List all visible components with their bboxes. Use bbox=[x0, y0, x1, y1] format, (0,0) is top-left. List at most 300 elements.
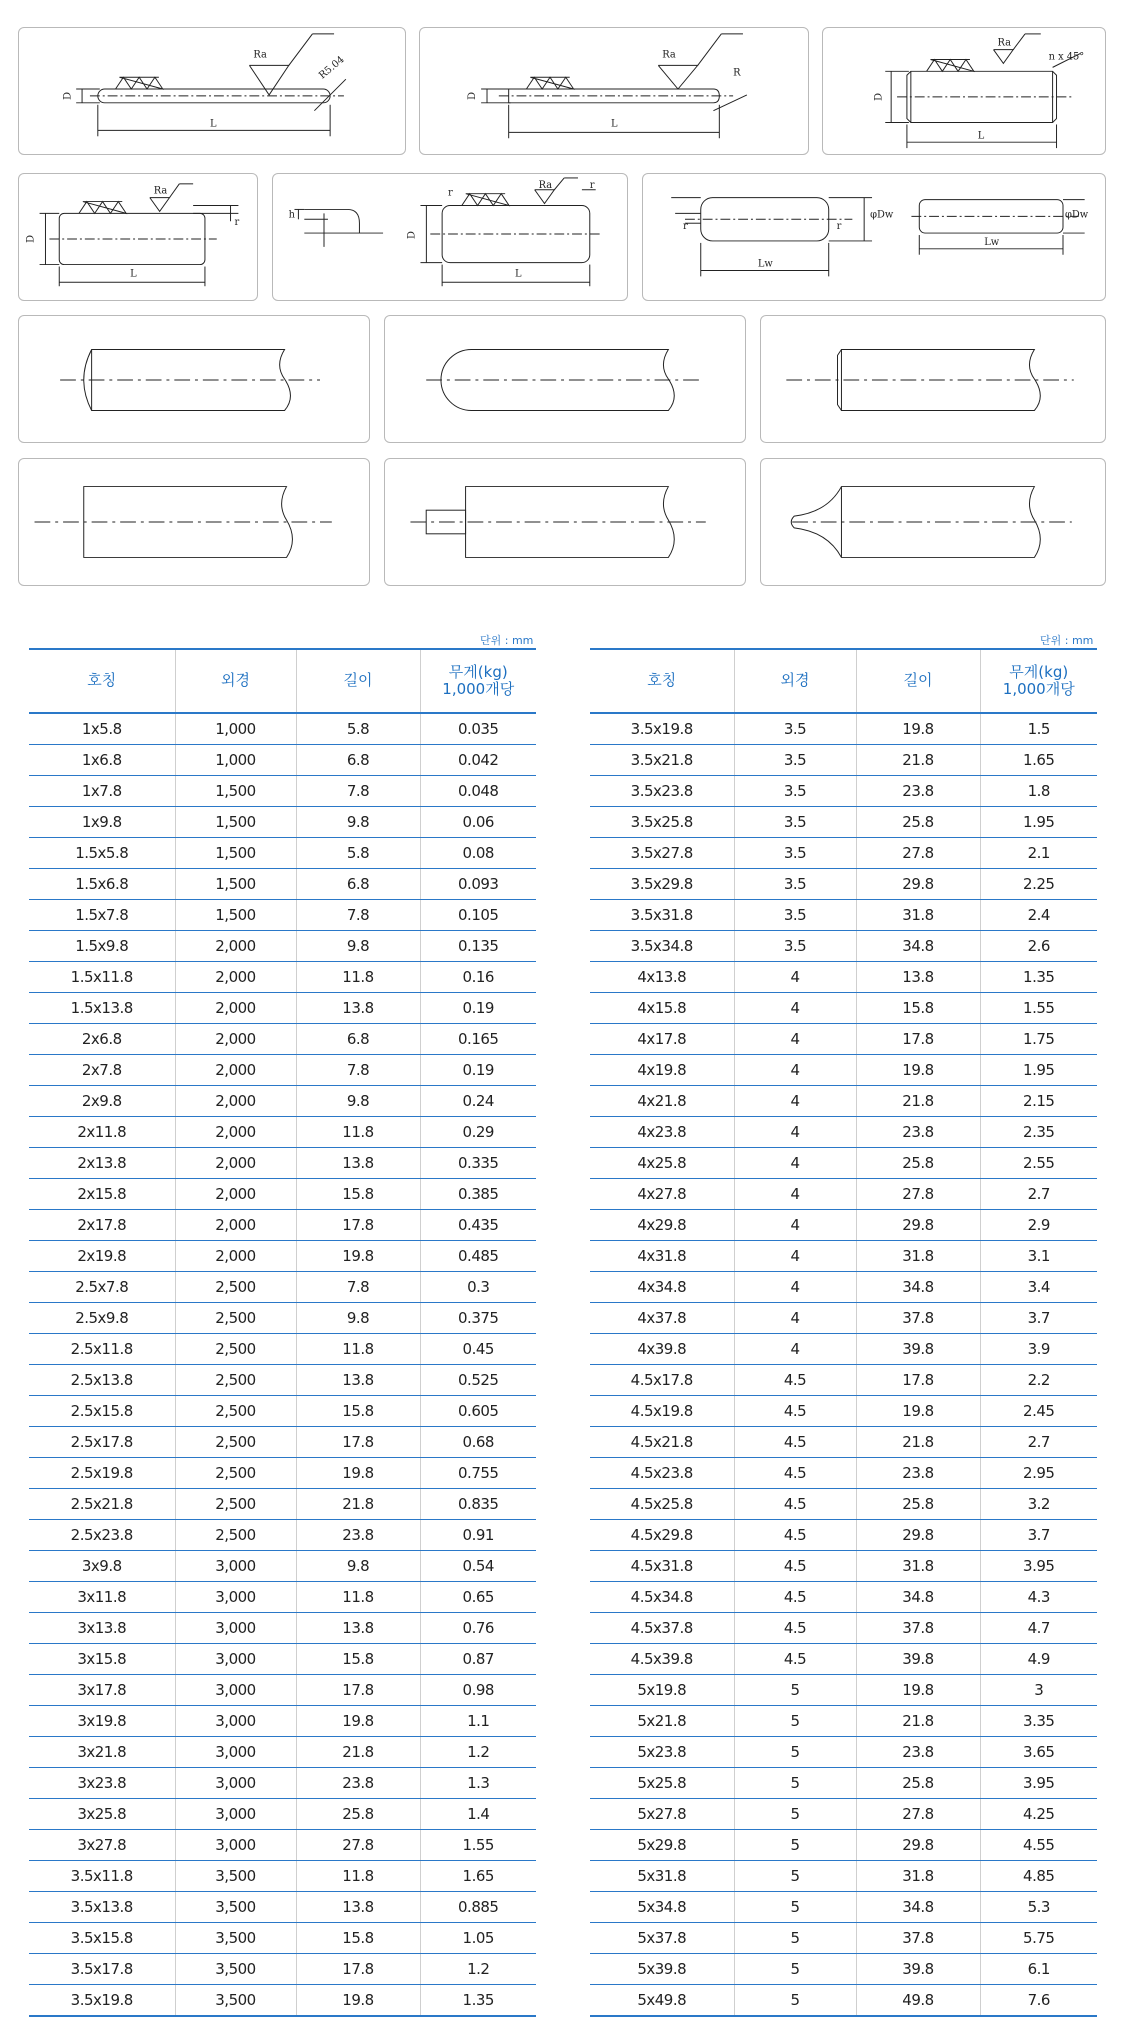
cell-weight: 3.4 bbox=[980, 1272, 1097, 1303]
cell-length: 21.8 bbox=[856, 1706, 980, 1737]
cell-weight: 1.55 bbox=[980, 993, 1097, 1024]
table-row bbox=[29, 1799, 536, 1830]
label-ra: Ra bbox=[253, 49, 267, 61]
cell-weight: 0.65 bbox=[420, 1582, 536, 1613]
spec-table-left bbox=[29, 648, 536, 2017]
cell-diameter: 5 bbox=[734, 1923, 856, 1954]
cell-weight: 3.95 bbox=[980, 1768, 1097, 1799]
cell-diameter: 3,000 bbox=[175, 1675, 296, 1706]
cell-nominal: 4x25.8 bbox=[590, 1148, 734, 1179]
table-row bbox=[590, 993, 1097, 1024]
table-row bbox=[590, 1334, 1097, 1365]
cell-length: 9.8 bbox=[296, 1303, 420, 1334]
table-row bbox=[590, 1458, 1097, 1489]
table-row bbox=[590, 1117, 1097, 1148]
cell-diameter: 4.5 bbox=[734, 1644, 856, 1675]
drawing-end-spherical bbox=[18, 315, 370, 443]
cell-nominal: 4x29.8 bbox=[590, 1210, 734, 1241]
cell-length: 17.8 bbox=[296, 1954, 420, 1985]
table-body-right bbox=[590, 713, 1097, 2016]
cell-weight: 0.435 bbox=[420, 1210, 536, 1241]
cell-length: 31.8 bbox=[856, 900, 980, 931]
cell-diameter: 2,000 bbox=[175, 1024, 296, 1055]
cell-weight: 1.35 bbox=[420, 1985, 536, 2017]
cell-weight: 2.6 bbox=[980, 931, 1097, 962]
drawing-pin-detail-h bbox=[272, 173, 628, 301]
cell-nominal: 5x31.8 bbox=[590, 1861, 734, 1892]
cell-weight: 0.19 bbox=[420, 1055, 536, 1086]
cell-length: 29.8 bbox=[856, 869, 980, 900]
label-r: r bbox=[683, 221, 688, 233]
cell-length: 23.8 bbox=[856, 1458, 980, 1489]
cell-diameter: 4.5 bbox=[734, 1613, 856, 1644]
cell-length: 49.8 bbox=[856, 1985, 980, 2017]
cell-weight: 1.65 bbox=[420, 1861, 536, 1892]
cell-nominal: 3x25.8 bbox=[29, 1799, 175, 1830]
cell-length: 37.8 bbox=[856, 1303, 980, 1334]
cell-nominal: 1.5x6.8 bbox=[29, 869, 175, 900]
cell-nominal: 2.5x17.8 bbox=[29, 1427, 175, 1458]
cell-diameter: 4 bbox=[734, 1210, 856, 1241]
cell-length: 19.8 bbox=[296, 1985, 420, 2017]
cell-length: 31.8 bbox=[856, 1241, 980, 1272]
cell-diameter: 4 bbox=[734, 1303, 856, 1334]
cell-length: 39.8 bbox=[856, 1644, 980, 1675]
cell-weight: 0.29 bbox=[420, 1117, 536, 1148]
cell-weight: 1.75 bbox=[980, 1024, 1097, 1055]
cell-nominal: 4x34.8 bbox=[590, 1272, 734, 1303]
cell-nominal: 1.5x13.8 bbox=[29, 993, 175, 1024]
table-row bbox=[590, 1582, 1097, 1613]
cell-nominal: 3.5x17.8 bbox=[29, 1954, 175, 1985]
table-row bbox=[29, 1551, 536, 1582]
cell-length: 9.8 bbox=[296, 807, 420, 838]
cell-nominal: 5x49.8 bbox=[590, 1985, 734, 2017]
cell-length: 19.8 bbox=[296, 1706, 420, 1737]
label-d: D bbox=[873, 92, 885, 101]
cell-diameter: 3,000 bbox=[175, 1830, 296, 1861]
table-row bbox=[590, 962, 1097, 993]
cell-weight: 0.98 bbox=[420, 1675, 536, 1706]
col-header-nominal: 호칭 bbox=[29, 649, 175, 713]
table-row bbox=[590, 1148, 1097, 1179]
cell-nominal: 1.5x5.8 bbox=[29, 838, 175, 869]
col-header-nominal: 호칭 bbox=[590, 649, 734, 713]
cell-weight: 3 bbox=[980, 1675, 1097, 1706]
cell-weight: 2.55 bbox=[980, 1148, 1097, 1179]
table-row bbox=[29, 1086, 536, 1117]
cell-nominal: 3x17.8 bbox=[29, 1675, 175, 1706]
cell-diameter: 2,000 bbox=[175, 1148, 296, 1179]
drawing-pin-chamfered bbox=[822, 27, 1106, 155]
cell-nominal: 2.5x21.8 bbox=[29, 1489, 175, 1520]
cell-weight: 3.35 bbox=[980, 1706, 1097, 1737]
cell-diameter: 5 bbox=[734, 1830, 856, 1861]
cell-length: 23.8 bbox=[856, 1737, 980, 1768]
cell-weight: 2.35 bbox=[980, 1117, 1097, 1148]
cell-weight: 0.385 bbox=[420, 1179, 536, 1210]
cell-diameter: 5 bbox=[734, 1954, 856, 1985]
cell-length: 15.8 bbox=[296, 1179, 420, 1210]
cell-diameter: 3,000 bbox=[175, 1582, 296, 1613]
cell-diameter: 2,000 bbox=[175, 931, 296, 962]
cell-weight: 2.4 bbox=[980, 900, 1097, 931]
cell-weight: 2.7 bbox=[980, 1427, 1097, 1458]
cell-nominal: 2.5x13.8 bbox=[29, 1365, 175, 1396]
cell-weight: 0.3 bbox=[420, 1272, 536, 1303]
table-row bbox=[590, 1520, 1097, 1551]
cell-length: 23.8 bbox=[856, 1117, 980, 1148]
cell-nominal: 2.5x11.8 bbox=[29, 1334, 175, 1365]
cell-weight: 1.65 bbox=[980, 745, 1097, 776]
cell-length: 29.8 bbox=[856, 1830, 980, 1861]
label-ra: Ra bbox=[538, 179, 553, 191]
table-row bbox=[29, 869, 536, 900]
cell-weight: 0.485 bbox=[420, 1241, 536, 1272]
cell-weight: 0.16 bbox=[420, 962, 536, 993]
cell-length: 23.8 bbox=[296, 1768, 420, 1799]
cell-diameter: 1,500 bbox=[175, 900, 296, 931]
cell-diameter: 3.5 bbox=[734, 838, 856, 869]
cell-nominal: 3.5x34.8 bbox=[590, 931, 734, 962]
cell-nominal: 4.5x25.8 bbox=[590, 1489, 734, 1520]
table-row bbox=[29, 1582, 536, 1613]
cell-length: 7.8 bbox=[296, 1272, 420, 1303]
cell-length: 29.8 bbox=[856, 1520, 980, 1551]
cell-weight: 0.68 bbox=[420, 1427, 536, 1458]
drawing-pin-rounded-corners bbox=[18, 173, 258, 301]
cell-diameter: 1,000 bbox=[175, 745, 296, 776]
cell-nominal: 4.5x21.8 bbox=[590, 1427, 734, 1458]
table-row bbox=[590, 1985, 1097, 2017]
drawing-end-chamfer bbox=[760, 315, 1106, 443]
cell-weight: 1.05 bbox=[420, 1923, 536, 1954]
cell-weight: 0.048 bbox=[420, 776, 536, 807]
table-row bbox=[29, 1148, 536, 1179]
cell-diameter: 3,500 bbox=[175, 1985, 296, 2017]
cell-length: 9.8 bbox=[296, 1086, 420, 1117]
drawing-end-cone bbox=[760, 458, 1106, 586]
table-row bbox=[590, 1365, 1097, 1396]
table-row bbox=[590, 1210, 1097, 1241]
cell-length: 23.8 bbox=[296, 1520, 420, 1551]
cell-nominal: 2x13.8 bbox=[29, 1148, 175, 1179]
cell-diameter: 4 bbox=[734, 1055, 856, 1086]
cell-length: 11.8 bbox=[296, 1582, 420, 1613]
cell-diameter: 4.5 bbox=[734, 1582, 856, 1613]
table-row bbox=[590, 713, 1097, 745]
cell-length: 27.8 bbox=[856, 1799, 980, 1830]
table-row bbox=[590, 1737, 1097, 1768]
table-row bbox=[29, 1458, 536, 1489]
table-row bbox=[590, 1303, 1097, 1334]
cell-nominal: 2x9.8 bbox=[29, 1086, 175, 1117]
table-row bbox=[29, 993, 536, 1024]
cell-weight: 0.375 bbox=[420, 1303, 536, 1334]
cell-diameter: 3,000 bbox=[175, 1613, 296, 1644]
table-row bbox=[590, 807, 1097, 838]
cell-weight: 1.1 bbox=[420, 1706, 536, 1737]
label-l: L bbox=[210, 118, 217, 130]
label-d: D bbox=[25, 235, 37, 243]
cell-diameter: 5 bbox=[734, 1768, 856, 1799]
cell-weight: 0.885 bbox=[420, 1892, 536, 1923]
cell-diameter: 3.5 bbox=[734, 776, 856, 807]
unit-label-left: 단위 : mm bbox=[480, 634, 534, 647]
cell-nominal: 1.5x7.8 bbox=[29, 900, 175, 931]
table-row bbox=[29, 1272, 536, 1303]
label-r-right: r bbox=[589, 179, 595, 191]
cell-diameter: 4 bbox=[734, 993, 856, 1024]
col-header-length: 길이 bbox=[856, 649, 980, 713]
cell-weight: 0.835 bbox=[420, 1489, 536, 1520]
col-header-weight-label: 무게(kg) bbox=[448, 662, 508, 681]
table-row bbox=[590, 1427, 1097, 1458]
cell-weight: 4.3 bbox=[980, 1582, 1097, 1613]
cell-weight: 0.06 bbox=[420, 807, 536, 838]
cell-length: 15.8 bbox=[296, 1396, 420, 1427]
drawing-end-round bbox=[384, 315, 746, 443]
cell-length: 27.8 bbox=[856, 838, 980, 869]
cell-length: 17.8 bbox=[296, 1675, 420, 1706]
cell-nominal: 1x5.8 bbox=[29, 713, 175, 745]
table-row bbox=[29, 745, 536, 776]
table-body-left bbox=[29, 713, 536, 2016]
cell-diameter: 5 bbox=[734, 1861, 856, 1892]
cell-diameter: 5 bbox=[734, 1892, 856, 1923]
table-row bbox=[590, 1706, 1097, 1737]
cell-length: 11.8 bbox=[296, 1334, 420, 1365]
cell-diameter: 1,500 bbox=[175, 838, 296, 869]
label-r-right: r bbox=[836, 221, 842, 233]
cell-length: 25.8 bbox=[296, 1799, 420, 1830]
cell-diameter: 3.5 bbox=[734, 807, 856, 838]
cell-diameter: 3.5 bbox=[734, 745, 856, 776]
cell-weight: 3.95 bbox=[980, 1551, 1097, 1582]
cell-diameter: 1,500 bbox=[175, 807, 296, 838]
table-row bbox=[29, 713, 536, 745]
table-row bbox=[29, 1055, 536, 1086]
cell-nominal: 5x39.8 bbox=[590, 1954, 734, 1985]
cell-diameter: 4 bbox=[734, 1117, 856, 1148]
label-ra: Ra bbox=[153, 185, 168, 197]
cell-weight: 1.95 bbox=[980, 1055, 1097, 1086]
cell-weight: 0.45 bbox=[420, 1334, 536, 1365]
cell-weight: 2.45 bbox=[980, 1396, 1097, 1427]
table-row bbox=[29, 1737, 536, 1768]
cell-nominal: 2x15.8 bbox=[29, 1179, 175, 1210]
cell-diameter: 3,000 bbox=[175, 1551, 296, 1582]
cell-weight: 0.755 bbox=[420, 1458, 536, 1489]
cell-diameter: 2,500 bbox=[175, 1365, 296, 1396]
col-header-weight-per: 1,000개당 bbox=[442, 680, 515, 698]
label-dw: φDw bbox=[870, 209, 894, 221]
cell-nominal: 5x21.8 bbox=[590, 1706, 734, 1737]
cell-nominal: 2.5x19.8 bbox=[29, 1458, 175, 1489]
drawing-pin-radius-ends bbox=[419, 27, 809, 155]
cell-weight: 0.035 bbox=[420, 713, 536, 745]
cell-length: 9.8 bbox=[296, 931, 420, 962]
cell-diameter: 4.5 bbox=[734, 1427, 856, 1458]
cell-length: 25.8 bbox=[856, 1489, 980, 1520]
cell-weight: 3.9 bbox=[980, 1334, 1097, 1365]
cell-weight: 3.7 bbox=[980, 1520, 1097, 1551]
cell-weight: 1.8 bbox=[980, 776, 1097, 807]
cell-diameter: 4.5 bbox=[734, 1365, 856, 1396]
table-row bbox=[590, 1241, 1097, 1272]
cell-nominal: 3x23.8 bbox=[29, 1768, 175, 1799]
table-row bbox=[29, 1892, 536, 1923]
cell-weight: 0.91 bbox=[420, 1520, 536, 1551]
cell-nominal: 1x6.8 bbox=[29, 745, 175, 776]
cell-diameter: 2,000 bbox=[175, 1086, 296, 1117]
cell-diameter: 1,500 bbox=[175, 776, 296, 807]
cell-nominal: 5x29.8 bbox=[590, 1830, 734, 1861]
cell-weight: 0.76 bbox=[420, 1613, 536, 1644]
cell-nominal: 5x25.8 bbox=[590, 1768, 734, 1799]
label-d: D bbox=[467, 91, 479, 100]
cell-nominal: 4x19.8 bbox=[590, 1055, 734, 1086]
table-row bbox=[29, 1768, 536, 1799]
cell-length: 13.8 bbox=[296, 993, 420, 1024]
cell-nominal: 3x27.8 bbox=[29, 1830, 175, 1861]
cell-length: 13.8 bbox=[296, 1892, 420, 1923]
cell-diameter: 1,000 bbox=[175, 713, 296, 745]
cell-nominal: 3.5x15.8 bbox=[29, 1923, 175, 1954]
cell-length: 13.8 bbox=[296, 1148, 420, 1179]
cell-nominal: 3.5x25.8 bbox=[590, 807, 734, 838]
col-header-diameter: 외경 bbox=[734, 649, 856, 713]
table-row bbox=[29, 1427, 536, 1458]
cell-weight: 0.605 bbox=[420, 1396, 536, 1427]
label-l: L bbox=[611, 118, 618, 130]
cell-length: 5.8 bbox=[296, 713, 420, 745]
cell-nominal: 3x15.8 bbox=[29, 1644, 175, 1675]
table-row bbox=[590, 1551, 1097, 1582]
cell-diameter: 5 bbox=[734, 1706, 856, 1737]
cell-diameter: 4 bbox=[734, 1334, 856, 1365]
spec-table-right bbox=[590, 648, 1097, 2017]
cell-length: 19.8 bbox=[296, 1458, 420, 1489]
cell-length: 15.8 bbox=[856, 993, 980, 1024]
cell-weight: 1.55 bbox=[420, 1830, 536, 1861]
cell-diameter: 4 bbox=[734, 1179, 856, 1210]
cell-nominal: 3.5x19.8 bbox=[590, 713, 734, 745]
cell-nominal: 3x13.8 bbox=[29, 1613, 175, 1644]
cell-nominal: 2x7.8 bbox=[29, 1055, 175, 1086]
cell-nominal: 4x17.8 bbox=[590, 1024, 734, 1055]
cell-diameter: 2,500 bbox=[175, 1458, 296, 1489]
table-row bbox=[29, 1923, 536, 1954]
cell-length: 21.8 bbox=[856, 745, 980, 776]
cell-diameter: 3.5 bbox=[734, 869, 856, 900]
cell-diameter: 4 bbox=[734, 962, 856, 993]
cell-length: 13.8 bbox=[296, 1365, 420, 1396]
drawing-end-flat bbox=[18, 458, 370, 586]
cell-nominal: 3.5x31.8 bbox=[590, 900, 734, 931]
cell-nominal: 3.5x27.8 bbox=[590, 838, 734, 869]
cell-nominal: 1.5x11.8 bbox=[29, 962, 175, 993]
label-d: D bbox=[406, 231, 418, 239]
cell-length: 15.8 bbox=[296, 1923, 420, 1954]
table-row bbox=[29, 1241, 536, 1272]
cell-weight: 4.7 bbox=[980, 1613, 1097, 1644]
cell-nominal: 5x37.8 bbox=[590, 1923, 734, 1954]
cell-weight: 3.1 bbox=[980, 1241, 1097, 1272]
cell-length: 21.8 bbox=[296, 1489, 420, 1520]
cell-length: 27.8 bbox=[856, 1179, 980, 1210]
label-r: r bbox=[448, 187, 453, 199]
cell-nominal: 4x13.8 bbox=[590, 962, 734, 993]
cell-nominal: 4x21.8 bbox=[590, 1086, 734, 1117]
cell-diameter: 2,500 bbox=[175, 1303, 296, 1334]
cell-nominal: 2x17.8 bbox=[29, 1210, 175, 1241]
label-r504: R5.04 bbox=[317, 54, 347, 82]
cell-diameter: 3,000 bbox=[175, 1737, 296, 1768]
table-row bbox=[590, 776, 1097, 807]
cell-diameter: 1,500 bbox=[175, 869, 296, 900]
cell-weight: 0.042 bbox=[420, 745, 536, 776]
cell-nominal: 3.5x29.8 bbox=[590, 869, 734, 900]
label-dw-right: φDw bbox=[1064, 209, 1089, 221]
table-row bbox=[590, 931, 1097, 962]
cell-diameter: 3,500 bbox=[175, 1923, 296, 1954]
label-r: r bbox=[234, 217, 240, 229]
cell-length: 21.8 bbox=[296, 1737, 420, 1768]
table-row bbox=[590, 1675, 1097, 1706]
cell-diameter: 3,000 bbox=[175, 1799, 296, 1830]
cell-nominal: 4.5x19.8 bbox=[590, 1396, 734, 1427]
cell-nominal: 4.5x39.8 bbox=[590, 1644, 734, 1675]
cell-weight: 1.2 bbox=[420, 1737, 536, 1768]
table-row bbox=[29, 1861, 536, 1892]
cell-diameter: 4 bbox=[734, 1024, 856, 1055]
table-row bbox=[590, 1024, 1097, 1055]
cell-length: 23.8 bbox=[856, 776, 980, 807]
cell-length: 15.8 bbox=[296, 1644, 420, 1675]
table-row bbox=[29, 1210, 536, 1241]
label-l: L bbox=[977, 130, 985, 142]
cell-length: 31.8 bbox=[856, 1551, 980, 1582]
cell-length: 34.8 bbox=[856, 931, 980, 962]
cell-length: 19.8 bbox=[856, 1675, 980, 1706]
cell-nominal: 3.5x21.8 bbox=[590, 745, 734, 776]
table-row bbox=[29, 1024, 536, 1055]
table-row bbox=[590, 838, 1097, 869]
table-row bbox=[590, 1055, 1097, 1086]
col-header-weight bbox=[420, 649, 536, 713]
cell-nominal: 5x34.8 bbox=[590, 1892, 734, 1923]
cell-length: 34.8 bbox=[856, 1582, 980, 1613]
label-lw: Lw bbox=[757, 258, 773, 270]
table-row bbox=[590, 1644, 1097, 1675]
cell-length: 17.8 bbox=[296, 1427, 420, 1458]
cell-weight: 4.85 bbox=[980, 1861, 1097, 1892]
table-row bbox=[590, 1768, 1097, 1799]
table-row bbox=[29, 1396, 536, 1427]
cell-diameter: 5 bbox=[734, 1799, 856, 1830]
label-ra: Ra bbox=[662, 49, 676, 61]
cell-diameter: 4.5 bbox=[734, 1396, 856, 1427]
cell-length: 5.8 bbox=[296, 838, 420, 869]
table-row bbox=[29, 1303, 536, 1334]
cell-nominal: 2.5x23.8 bbox=[29, 1520, 175, 1551]
drawing-roller-lw-dw bbox=[642, 173, 1106, 301]
cell-diameter: 2,500 bbox=[175, 1334, 296, 1365]
cell-nominal: 4.5x37.8 bbox=[590, 1613, 734, 1644]
cell-diameter: 2,000 bbox=[175, 1055, 296, 1086]
table-row bbox=[590, 1613, 1097, 1644]
